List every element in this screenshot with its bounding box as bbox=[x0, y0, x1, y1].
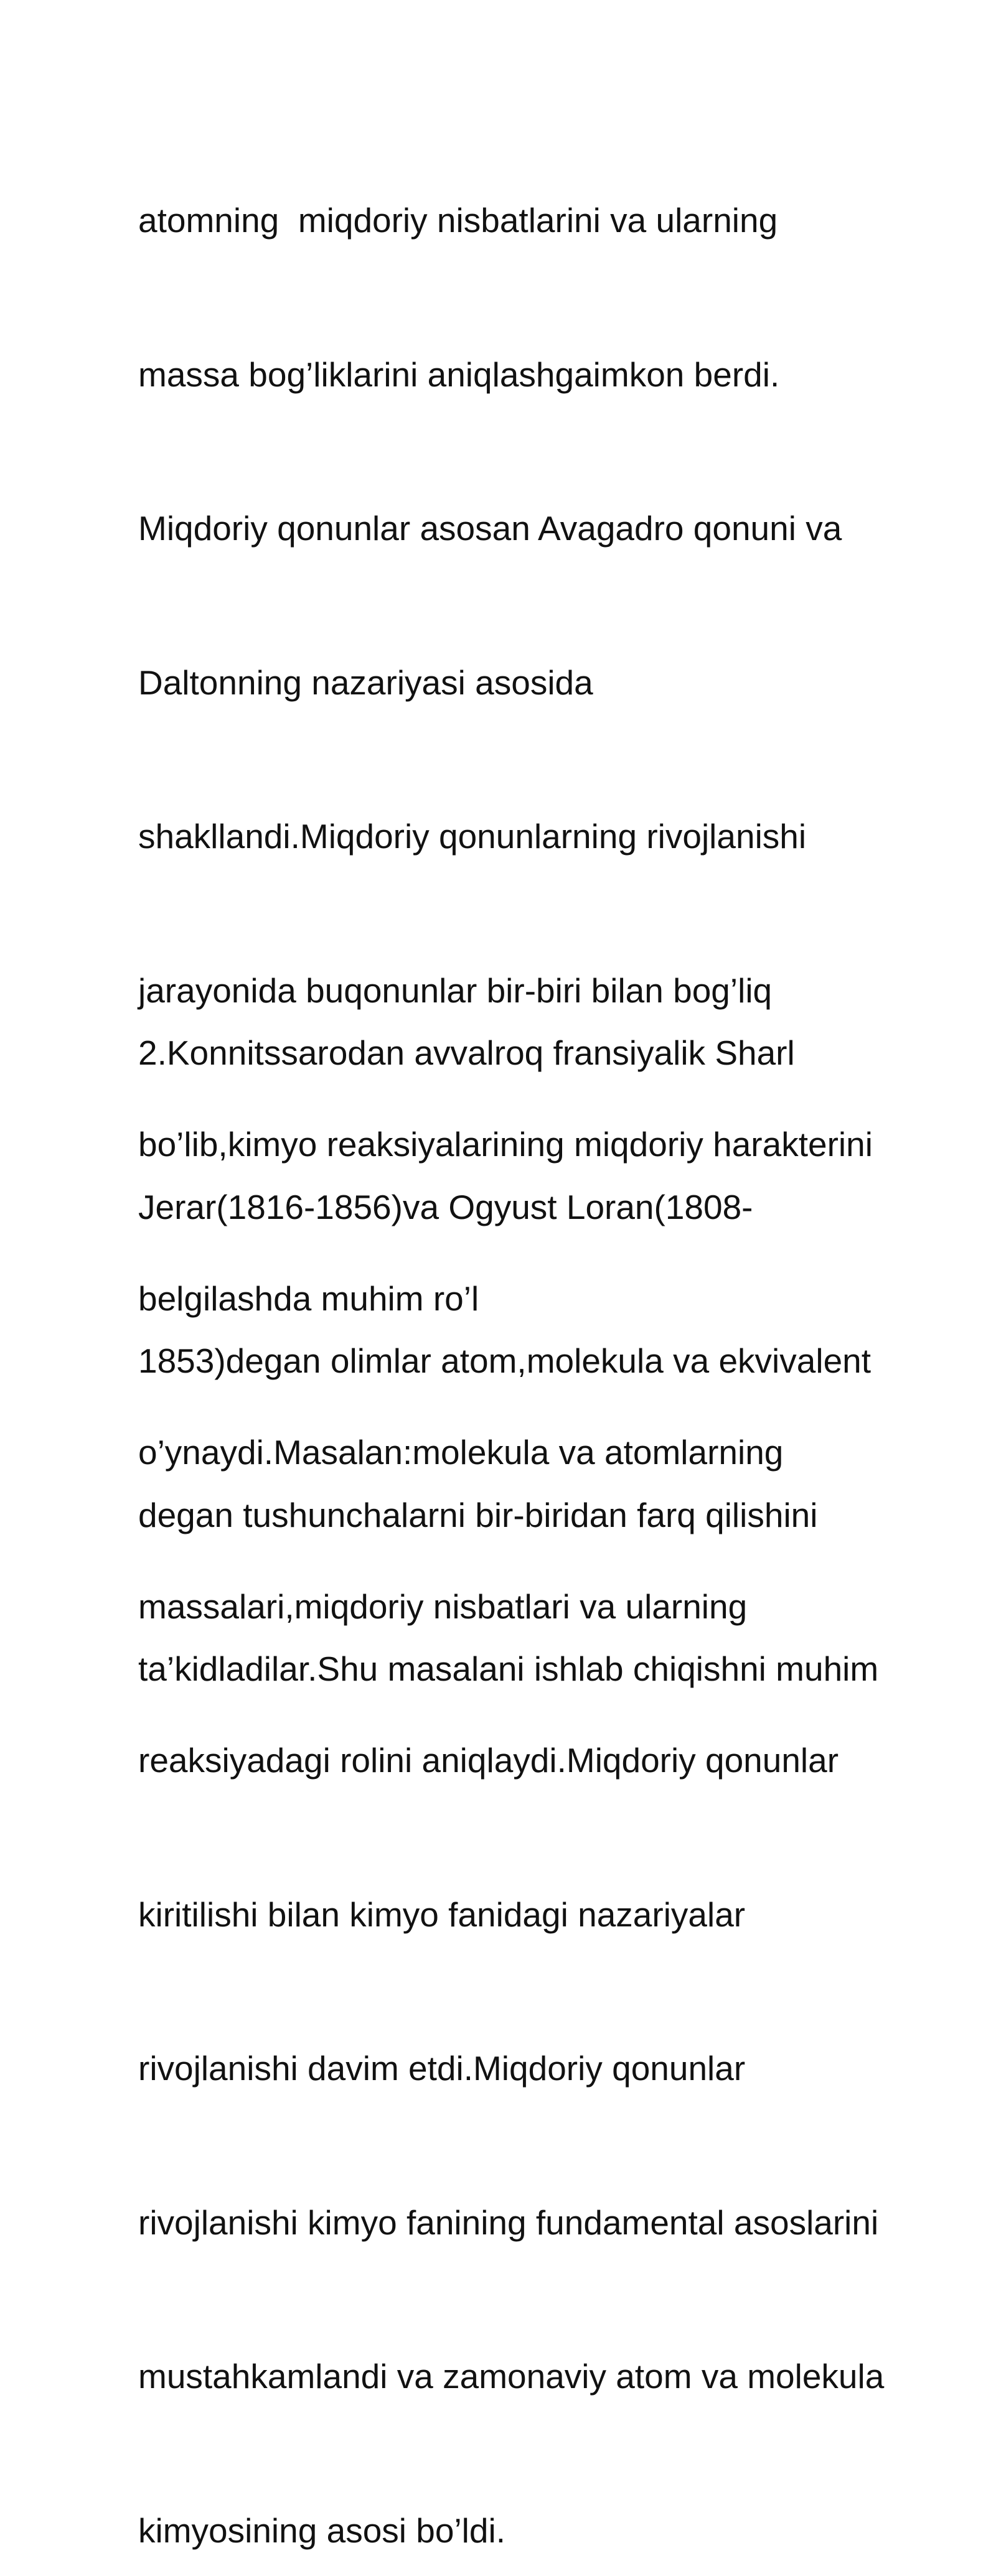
text-line: degan tushunchalarni bir-biridan farq qilishini bbox=[138, 1495, 818, 1534]
text-line: massalari,miqdoriy nisbatlari va ularning bbox=[138, 1587, 748, 1626]
text-line: 1853)degan olimlar atom,molekula va ekvivalent bbox=[138, 1342, 872, 1380]
text-line: Miqdoriy qonunlar asosan Avagadro qonuni va bbox=[138, 509, 842, 548]
text-line: reaksiyadagi rolini aniqlaydi.Miqdoriy qonunlar bbox=[138, 1741, 839, 1780]
text-line: atomning miqdoriy nisbatlarini va ularning bbox=[138, 201, 778, 240]
text-line: bo’lib,kimyo reaksiyalarining miqdoriy harakterini bbox=[138, 1125, 873, 1164]
text-line: belgilashda muhim ro’l bbox=[138, 1279, 479, 1318]
text-line: ta’kidladilar.Shu masalani ishlab chiqishni muhim bbox=[138, 1650, 879, 1688]
text-line: 2.Konnitssarodan avvalroq fransiyalik Sharl bbox=[138, 1034, 795, 1072]
text-line: jarayonida buqonunlar bir-biri bilan bog’liq bbox=[138, 971, 773, 1010]
text-line: rivojlanishi davim etdi.Miqdoriy qonunlar bbox=[138, 2049, 746, 2088]
text-line: shakllandi.Miqdoriy qonunlarning rivojlanishi bbox=[138, 817, 807, 856]
text-line: o’ynaydi.Masalan:molekula va atomlarning bbox=[138, 1433, 784, 1472]
text-line: Jerar(1816-1856)va Ogyust Loran(1808- bbox=[138, 1187, 753, 1226]
text-line: mustahkamlandi va zamonaviy atom va molekula bbox=[138, 2357, 885, 2396]
text-line: Daltonning nazariyasi asosida bbox=[138, 663, 593, 702]
text-line: kiritilishi bilan kimyo fanidagi nazariyalar bbox=[138, 1895, 746, 1934]
text-line: massa bog’liklarini aniqlashgaimkon berdi. bbox=[138, 355, 780, 394]
text-line: kimyosining asosi bo’ldi. bbox=[138, 2511, 505, 2550]
text-line: rivojlanishi kimyo fanining fundamental asoslarini bbox=[138, 2203, 879, 2242]
paragraph-2 bbox=[138, 925, 947, 1798]
